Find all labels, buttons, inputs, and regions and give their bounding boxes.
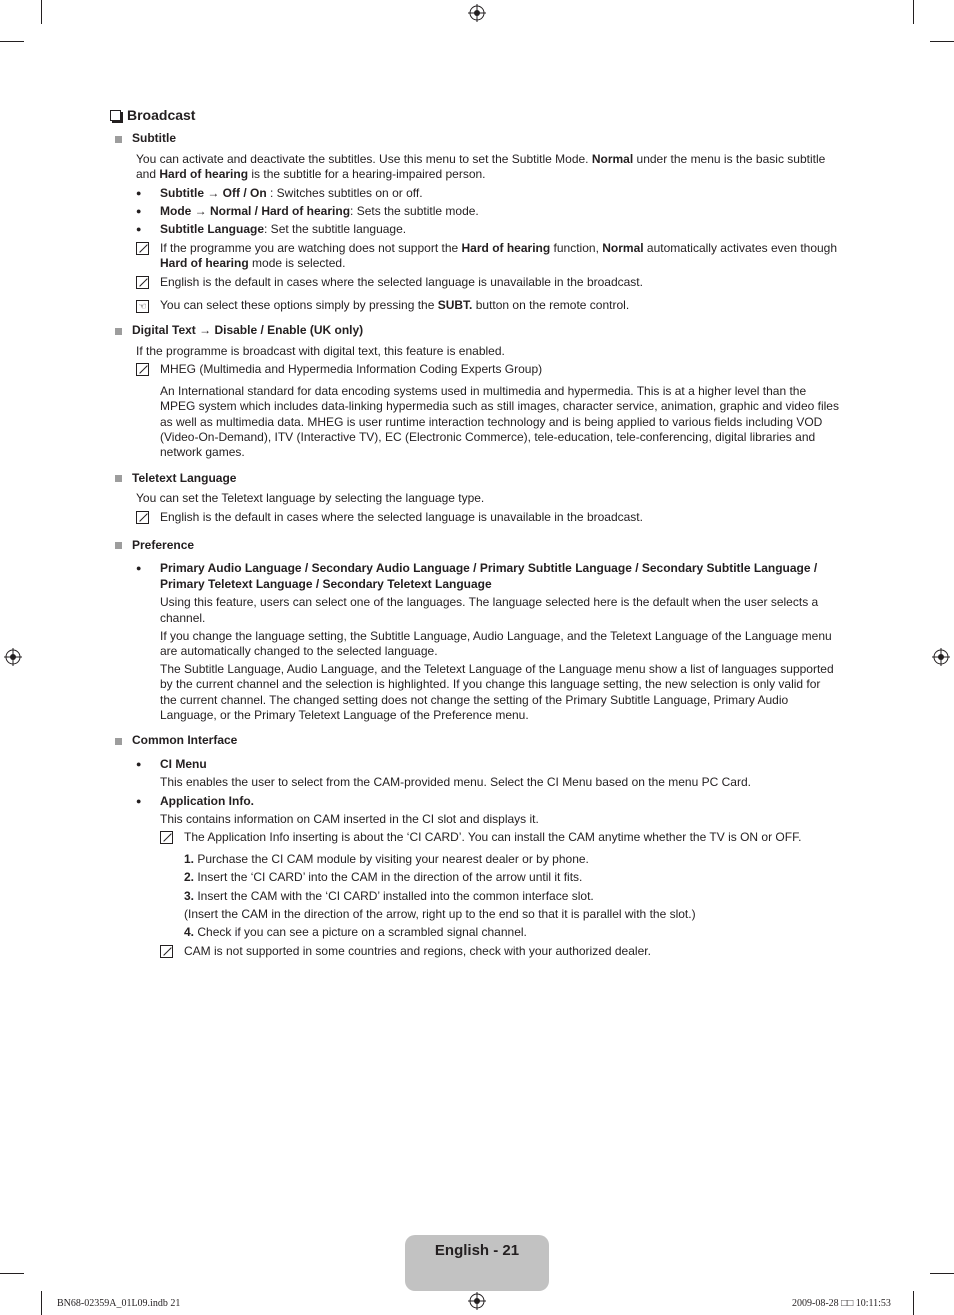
list-item: ● Primary Audio Language / Secondary Audio Language / Primary Subtitle Language / Secondary Subtitle Language / Primary Teletext Language / Secondary Teletext Language <box>136 561 818 591</box>
preference-paragraph: The Subtitle Language, Audio Language, and the Teletext Language of the Language menu show a list of languages supported by the current channel and the selection is highlighted. If you change this language setting, the new selection is only valid for the current channel. The changed setting does not change the setting of the Primary Subtitle Language, Primary Audio Language, or the Primary Teletext Language of the Preference menu. <box>160 661 834 722</box>
section-square-icon <box>115 136 122 143</box>
note: English is the default in cases where the selected language is unavailable in the broadcast. <box>136 510 840 528</box>
checkbox-square-icon <box>110 110 121 121</box>
crop-mark <box>913 0 914 24</box>
digital-text-intro: If the programme is broadcast with digital text, this feature is enabled. <box>136 343 505 358</box>
section-square-icon <box>115 738 122 745</box>
remote-hand-icon: ☜ <box>136 300 149 313</box>
crop-mark <box>930 41 954 42</box>
page-content <box>110 108 840 962</box>
page-number-tab <box>405 1235 549 1291</box>
note: CAM is not supported in some countries and regions, check with your authorized dealer. <box>160 944 840 962</box>
note-icon <box>136 242 149 255</box>
note-icon <box>136 363 149 376</box>
note-icon <box>136 276 149 289</box>
crop-mark <box>930 1273 954 1274</box>
registration-mark-icon <box>4 648 22 666</box>
section-square-icon <box>115 542 122 549</box>
application-info-description: This contains information on CAM inserted in the CI slot and displays it. <box>160 812 539 827</box>
print-slug-right: 2009-08-28 □□ 10:11:53 <box>792 1298 891 1309</box>
bullet-icon: ● <box>136 206 142 217</box>
teletext-intro: You can set the Teletext language by selecting the language type. <box>136 491 485 506</box>
crop-mark <box>41 0 42 24</box>
bullet-icon: ● <box>136 224 142 235</box>
crop-mark <box>41 1291 42 1315</box>
page-title: Broadcast <box>110 108 840 123</box>
section-teletext-heading: Teletext Language <box>110 471 840 486</box>
registration-mark-icon <box>468 4 486 22</box>
step-detail: (Insert the CAM in the direction of the arrow, right up to the end so that it is parallel with the slot.) <box>184 907 696 922</box>
list-item: ● Subtitle Language: Set the subtitle language. <box>136 222 407 237</box>
list-item: ● Mode → Normal / Hard of hearing: Sets the subtitle mode. <box>136 204 479 219</box>
preference-paragraph: Using this feature, users can select one of the languages. The language selected here is the default when the user selects a channel. <box>160 595 819 625</box>
crop-mark <box>0 41 24 42</box>
bullet-icon: ● <box>136 795 142 806</box>
crop-mark <box>0 1273 24 1274</box>
section-square-icon <box>115 328 122 335</box>
note: If the programme you are watching does not support the Hard of hearing function, Normal automatically activates even though Hard of hearing mode is selected. <box>136 241 840 272</box>
crop-mark <box>913 1291 914 1315</box>
registration-mark-icon <box>932 648 950 666</box>
list-item: ● Application Info. <box>136 793 254 808</box>
bullet-icon: ● <box>136 187 142 198</box>
print-slug-left: BN68-02359A_01L09.indb 21 <box>57 1298 181 1309</box>
bullet-icon: ● <box>136 758 142 769</box>
mheg-description: An International standard for data encoding systems used in multimedia and hypermedia. This is at a higher level than the MPEG system which includes data-linking hypermedia such as still images, character service, animation, graphic and video files as well as multimedia data. MHEG is user runtime interaction technology and is being applied to various fields including VOD (Video-On-Demand), ITV (Interactive TV), EC (Electronic Commerce), tele-education, tele-conferencing, digital libraries and network games. <box>160 383 839 460</box>
step: 2. Insert the ‘CI CARD’ into the CAM in the direction of the arrow until it fits. <box>184 870 583 885</box>
registration-mark-icon <box>468 1292 486 1310</box>
section-preference-heading: Preference <box>110 538 840 553</box>
step: 4. Check if you can see a picture on a scrambled signal channel. <box>184 925 527 940</box>
list-item: ● Subtitle → Off / On : Switches subtitles on or off. <box>136 185 423 200</box>
section-digital-text-heading: Digital Text → Disable / Enable (UK only) <box>110 323 840 338</box>
section-common-interface-heading: Common Interface <box>110 733 840 748</box>
note-icon <box>136 511 149 524</box>
note: The Application Info inserting is about the ‘CI CARD’. You can install the CAM anytime whether the TV is ON or OFF. <box>160 830 840 848</box>
section-square-icon <box>115 475 122 482</box>
note-icon <box>160 831 173 844</box>
step: 1. Purchase the CI CAM module by visiting your nearest dealer or by phone. <box>184 851 589 866</box>
section-subtitle-heading: Subtitle <box>110 131 840 146</box>
bullet-icon: ● <box>136 563 142 574</box>
preference-paragraph: If you change the language setting, the Subtitle Language, Audio Language, and the Teletext Language of the Language menu are automatically changed to the selected language. <box>160 628 832 659</box>
page-number: English - 21 <box>434 1242 520 1259</box>
ci-menu-description: This enables the user to select from the CAM-provided menu. Select the CI Menu based on the menu PC Card. <box>160 775 751 790</box>
note: English is the default in cases where the selected language is unavailable in the broadcast. <box>136 275 840 293</box>
list-item: ● CI Menu <box>136 756 207 771</box>
note: MHEG (Multimedia and Hypermedia Information Coding Experts Group) <box>136 362 840 380</box>
note: ☜ You can select these options simply by pressing the SUBT. button on the remote control. <box>136 298 840 313</box>
note-icon <box>160 945 173 958</box>
step: 3. Insert the CAM with the ‘CI CARD’ installed into the common interface slot. <box>184 888 594 903</box>
subtitle-intro: You can activate and deactivate the subtitles. Use this menu to set the Subtitle Mode. Normal under the menu is the basic subtitle and Hard of hearing is the subtitle for a hearing-impaired person. <box>136 151 826 182</box>
